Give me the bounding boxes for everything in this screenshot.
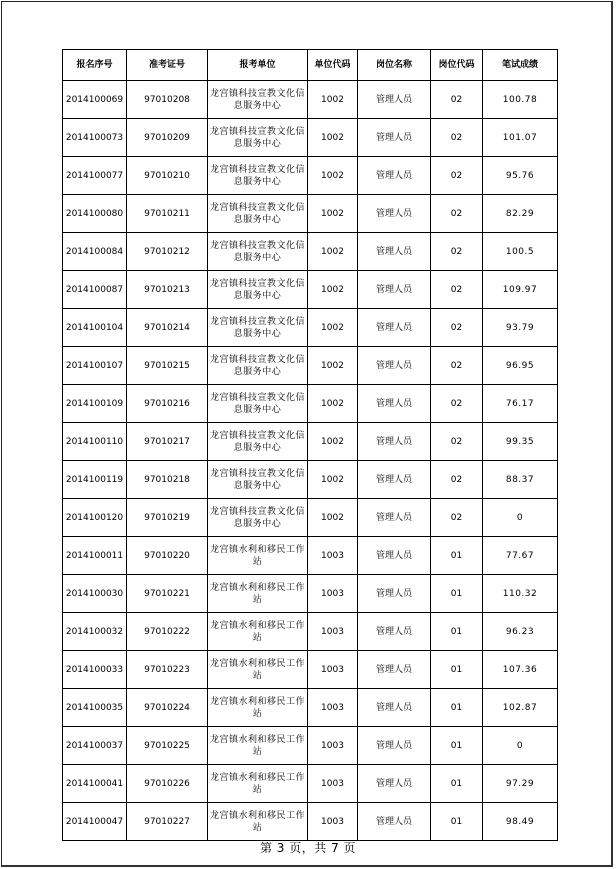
unit-name-cell: 龙宫镇水利和移民工作站	[208, 803, 308, 841]
document-page	[1, 1, 613, 867]
score-cell: 102.87	[483, 689, 558, 727]
unit-code-cell: 1002	[308, 461, 358, 499]
admission-ticket-cell: 97010214	[127, 309, 208, 347]
table-row	[63, 119, 558, 157]
registration-no-cell: 2014100104	[63, 309, 127, 347]
table-row	[63, 689, 558, 727]
score-cell: 99.35	[483, 423, 558, 461]
position-name-cell: 管理人员	[358, 309, 431, 347]
score-cell: 96.95	[483, 347, 558, 385]
position-code-cell: 01	[431, 651, 483, 689]
registration-no-cell: 2014100073	[63, 119, 127, 157]
position-name-cell: 管理人员	[358, 81, 431, 119]
position-name-cell: 管理人员	[358, 347, 431, 385]
unit-code-cell: 1002	[308, 347, 358, 385]
table-row	[63, 727, 558, 765]
unit-name-cell: 龙宫镇科技宣教文化信息服务中心	[208, 309, 308, 347]
position-name-cell: 管理人员	[358, 727, 431, 765]
unit-code-cell: 1002	[308, 233, 358, 271]
admission-ticket-cell: 97010210	[127, 157, 208, 195]
position-code-cell: 01	[431, 575, 483, 613]
admission-ticket-cell: 97010224	[127, 689, 208, 727]
admission-ticket-cell: 97010215	[127, 347, 208, 385]
position-code-cell: 02	[431, 81, 483, 119]
admission-ticket-cell: 97010220	[127, 537, 208, 575]
table-row	[63, 613, 558, 651]
position-code-cell: 01	[431, 689, 483, 727]
unit-name-cell: 龙宫镇科技宣教文化信息服务中心	[208, 423, 308, 461]
table-row	[63, 461, 558, 499]
unit-name-cell: 龙宫镇水利和移民工作站	[208, 613, 308, 651]
unit-name-cell: 龙宫镇科技宣教文化信息服务中心	[208, 271, 308, 309]
registration-no-cell: 2014100011	[63, 537, 127, 575]
unit-code-cell: 1003	[308, 803, 358, 841]
registration-no-cell: 2014100084	[63, 233, 127, 271]
unit-code-cell: 1002	[308, 81, 358, 119]
unit-name-cell: 龙宫镇水利和移民工作站	[208, 689, 308, 727]
position-code-cell: 02	[431, 157, 483, 195]
exam-score-table	[62, 49, 558, 841]
unit-name-cell: 龙宫镇水利和移民工作站	[208, 727, 308, 765]
unit-name-cell: 龙宫镇科技宣教文化信息服务中心	[208, 461, 308, 499]
unit-code-cell: 1003	[308, 575, 358, 613]
unit-code-cell: 1003	[308, 765, 358, 803]
score-cell: 95.76	[483, 157, 558, 195]
score-cell: 101.07	[483, 119, 558, 157]
table-row	[63, 575, 558, 613]
position-name-cell: 管理人员	[358, 461, 431, 499]
header-unit-code: 单位代码	[308, 50, 358, 81]
header-position-code: 岗位代码	[431, 50, 483, 81]
admission-ticket-cell: 97010208	[127, 81, 208, 119]
admission-ticket-cell: 97010219	[127, 499, 208, 537]
table-row	[63, 195, 558, 233]
unit-name-cell: 龙宫镇水利和移民工作站	[208, 537, 308, 575]
admission-ticket-cell: 97010218	[127, 461, 208, 499]
position-code-cell: 01	[431, 613, 483, 651]
registration-no-cell: 2014100087	[63, 271, 127, 309]
admission-ticket-cell: 97010211	[127, 195, 208, 233]
score-cell: 96.23	[483, 613, 558, 651]
unit-code-cell: 1002	[308, 423, 358, 461]
position-code-cell: 01	[431, 727, 483, 765]
admission-ticket-cell: 97010227	[127, 803, 208, 841]
score-cell: 109.97	[483, 271, 558, 309]
header-admission-ticket-no: 准考证号	[127, 50, 208, 81]
header-applied-unit: 报考单位	[208, 50, 308, 81]
position-code-cell: 01	[431, 537, 483, 575]
position-name-cell: 管理人员	[358, 271, 431, 309]
score-cell: 0	[483, 499, 558, 537]
unit-name-cell: 龙宫镇水利和移民工作站	[208, 575, 308, 613]
score-cell: 76.17	[483, 385, 558, 423]
unit-name-cell: 龙宫镇科技宣教文化信息服务中心	[208, 385, 308, 423]
position-name-cell: 管理人员	[358, 689, 431, 727]
table-row	[63, 765, 558, 803]
score-cell: 82.29	[483, 195, 558, 233]
admission-ticket-cell: 97010226	[127, 765, 208, 803]
position-code-cell: 02	[431, 233, 483, 271]
admission-ticket-cell: 97010216	[127, 385, 208, 423]
unit-code-cell: 1002	[308, 499, 358, 537]
registration-no-cell: 2014100120	[63, 499, 127, 537]
unit-name-cell: 龙宫镇水利和移民工作站	[208, 651, 308, 689]
table-row	[63, 537, 558, 575]
unit-code-cell: 1003	[308, 651, 358, 689]
unit-code-cell: 1003	[308, 613, 358, 651]
admission-ticket-cell: 97010225	[127, 727, 208, 765]
admission-ticket-cell: 97010221	[127, 575, 208, 613]
position-name-cell: 管理人员	[358, 385, 431, 423]
unit-name-cell: 龙宫镇水利和移民工作站	[208, 765, 308, 803]
position-code-cell: 02	[431, 385, 483, 423]
table-row	[63, 81, 558, 119]
registration-no-cell: 2014100119	[63, 461, 127, 499]
position-code-cell: 02	[431, 461, 483, 499]
unit-code-cell: 1002	[308, 309, 358, 347]
registration-no-cell: 2014100080	[63, 195, 127, 233]
unit-code-cell: 1002	[308, 385, 358, 423]
table-row	[63, 347, 558, 385]
unit-code-cell: 1003	[308, 537, 358, 575]
unit-name-cell: 龙宫镇科技宣教文化信息服务中心	[208, 233, 308, 271]
position-name-cell: 管理人员	[358, 765, 431, 803]
position-name-cell: 管理人员	[358, 195, 431, 233]
position-name-cell: 管理人员	[358, 119, 431, 157]
score-cell: 93.79	[483, 309, 558, 347]
unit-code-cell: 1003	[308, 689, 358, 727]
admission-ticket-cell: 97010223	[127, 651, 208, 689]
position-code-cell: 02	[431, 309, 483, 347]
position-code-cell: 02	[431, 423, 483, 461]
position-name-cell: 管理人员	[358, 803, 431, 841]
table-row	[63, 803, 558, 841]
registration-no-cell: 2014100033	[63, 651, 127, 689]
table-row	[63, 423, 558, 461]
score-cell: 0	[483, 727, 558, 765]
header-registration-no: 报名序号	[63, 50, 127, 81]
table-header-row	[63, 50, 558, 81]
registration-no-cell: 2014100030	[63, 575, 127, 613]
score-cell: 77.67	[483, 537, 558, 575]
position-name-cell: 管理人员	[358, 423, 431, 461]
position-code-cell: 01	[431, 803, 483, 841]
admission-ticket-cell: 97010222	[127, 613, 208, 651]
position-name-cell: 管理人员	[358, 499, 431, 537]
registration-no-cell: 2014100077	[63, 157, 127, 195]
unit-code-cell: 1002	[308, 271, 358, 309]
table-row	[63, 271, 558, 309]
registration-no-cell: 2014100035	[63, 689, 127, 727]
score-cell: 100.5	[483, 233, 558, 271]
position-code-cell: 02	[431, 195, 483, 233]
position-name-cell: 管理人员	[358, 537, 431, 575]
admission-ticket-cell: 97010209	[127, 119, 208, 157]
table-row	[63, 309, 558, 347]
score-cell: 100.78	[483, 81, 558, 119]
table-row	[63, 385, 558, 423]
position-name-cell: 管理人员	[358, 651, 431, 689]
admission-ticket-cell: 97010213	[127, 271, 208, 309]
unit-name-cell: 龙宫镇科技宣教文化信息服务中心	[208, 81, 308, 119]
registration-no-cell: 2014100032	[63, 613, 127, 651]
position-code-cell: 02	[431, 499, 483, 537]
unit-name-cell: 龙宫镇科技宣教文化信息服务中心	[208, 347, 308, 385]
table-row	[63, 157, 558, 195]
registration-no-cell: 2014100109	[63, 385, 127, 423]
unit-name-cell: 龙宫镇科技宣教文化信息服务中心	[208, 119, 308, 157]
position-code-cell: 02	[431, 271, 483, 309]
registration-no-cell: 2014100047	[63, 803, 127, 841]
position-code-cell: 02	[431, 347, 483, 385]
position-name-cell: 管理人员	[358, 233, 431, 271]
registration-no-cell: 2014100110	[63, 423, 127, 461]
position-name-cell: 管理人员	[358, 157, 431, 195]
position-name-cell: 管理人员	[358, 613, 431, 651]
table-row	[63, 651, 558, 689]
position-name-cell: 管理人员	[358, 575, 431, 613]
registration-no-cell: 2014100041	[63, 765, 127, 803]
unit-name-cell: 龙宫镇科技宣教文化信息服务中心	[208, 157, 308, 195]
header-written-score: 笔试成绩	[483, 50, 558, 81]
score-cell: 88.37	[483, 461, 558, 499]
unit-code-cell: 1003	[308, 727, 358, 765]
unit-code-cell: 1002	[308, 157, 358, 195]
registration-no-cell: 2014100037	[63, 727, 127, 765]
score-cell: 110.32	[483, 575, 558, 613]
unit-code-cell: 1002	[308, 119, 358, 157]
header-position-name: 岗位名称	[358, 50, 431, 81]
score-cell: 97.29	[483, 765, 558, 803]
score-cell: 107.36	[483, 651, 558, 689]
page-number: 第 3 页，共 7 页	[259, 841, 357, 855]
unit-name-cell: 龙宫镇科技宣教文化信息服务中心	[208, 499, 308, 537]
unit-code-cell: 1002	[308, 195, 358, 233]
table-row	[63, 499, 558, 537]
admission-ticket-cell: 97010217	[127, 423, 208, 461]
registration-no-cell: 2014100069	[63, 81, 127, 119]
table-row	[63, 233, 558, 271]
score-cell: 98.49	[483, 803, 558, 841]
position-code-cell: 02	[431, 119, 483, 157]
admission-ticket-cell: 97010212	[127, 233, 208, 271]
position-code-cell: 01	[431, 765, 483, 803]
table-body	[63, 81, 558, 841]
registration-no-cell: 2014100107	[63, 347, 127, 385]
unit-name-cell: 龙宫镇科技宣教文化信息服务中心	[208, 195, 308, 233]
